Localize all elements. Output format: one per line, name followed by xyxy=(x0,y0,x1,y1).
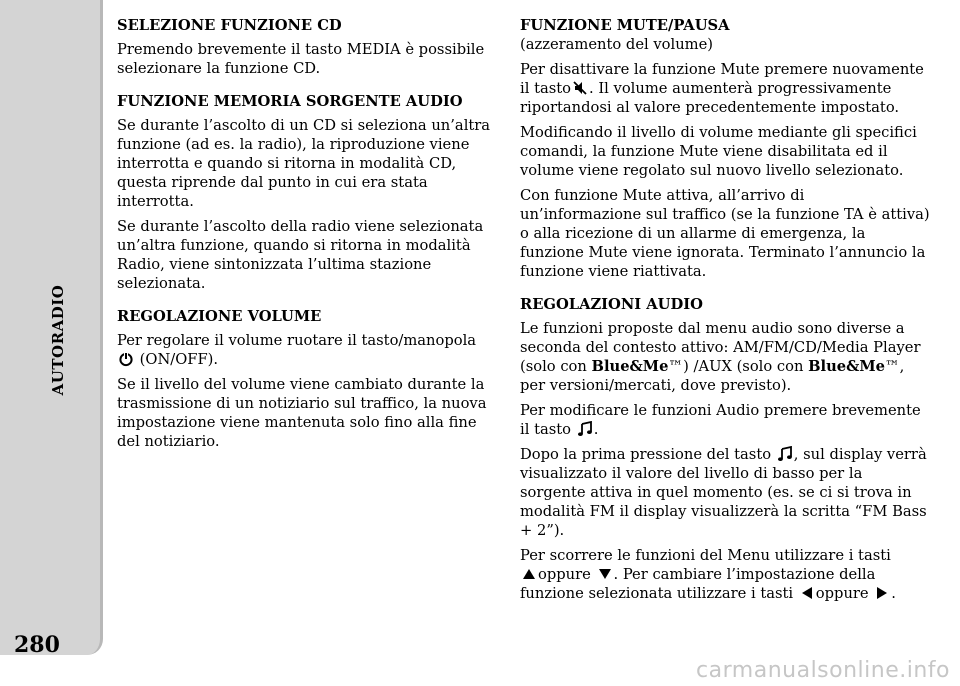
arrow-left-icon xyxy=(799,585,815,601)
paragraph: Premendo brevemente il tasto MEDIA è possibile selezionare la funzione CD. xyxy=(117,41,485,77)
paragraph: Dopo la prima pressione del tasto , sul display verrà visualizzato il valore del livello di basso per la sorgente attiva in quel momento (es. se ci si trova in modalità FM il display visualizzerà la scritta “FM Bass + 2”). xyxy=(520,446,927,539)
paragraph: Se durante l’ascolto di un CD si seleziona un’altra funzione (ad es. la radio), la riproduzione viene interrotta e quando si ritorna in modalità CD, questa riprende dal punto in cui era stata interrotta. xyxy=(117,117,491,210)
page-number: 280 xyxy=(14,632,60,658)
arrow-right-icon xyxy=(874,585,890,601)
paragraph: Le funzioni proposte dal menu audio sono diverse a seconda del contesto attivo: AM/FM/CD/Media Player (solo con Blue&Me™) /AUX (solo con Blue&Me™, per versioni/mercati, dove previsto). xyxy=(520,320,921,394)
paragraph: Per scorrere le funzioni del Menu utilizzare i tasti oppure . Per cambiare l’impostazione della funzione selezionata utilizzare i tasti oppure . xyxy=(520,547,896,602)
music-note-icon xyxy=(777,446,793,462)
sidebar xyxy=(0,0,103,658)
right-column xyxy=(520,16,930,609)
mute-icon xyxy=(572,80,588,96)
paragraph: Per regolare il volume ruotare il tasto/manopola (ON/OFF). xyxy=(117,332,477,368)
power-icon xyxy=(118,351,134,367)
paragraph: Modificando il livello di volume mediante gli specifici comandi, la funzione Mute viene disabilitata ed il volume viene regolato sul nuovo livello selezionato. xyxy=(520,124,917,179)
section-title: AUTORADIO xyxy=(49,284,67,396)
subheading: (azzeramento del volume) xyxy=(520,36,714,53)
heading-regolazione-volume: REGOLAZIONE VOLUME xyxy=(117,308,322,325)
heading-mute-pausa: FUNZIONE MUTE/PAUSA xyxy=(520,17,730,34)
heading-selezione-cd: SELEZIONE FUNZIONE CD xyxy=(117,17,342,34)
music-note-icon xyxy=(577,421,593,437)
arrow-down-icon xyxy=(597,566,613,582)
heading-memoria-sorgente: FUNZIONE MEMORIA SORGENTE AUDIO xyxy=(117,93,463,110)
paragraph: Se il livello del volume viene cambiato durante la trasmissione di un notiziario sul traffico, la nuova impostazione viene mantenuta solo fino alla fine del notiziario. xyxy=(117,376,487,450)
heading-regolazioni-audio: REGOLAZIONI AUDIO xyxy=(520,296,703,313)
left-column xyxy=(117,16,497,457)
paragraph: Se durante l’ascolto della radio viene selezionata un’altra funzione, quando si ritorna in modalità Radio, viene sintonizzata l’ultima stazione selezionata. xyxy=(117,218,484,292)
paragraph: Con funzione Mute attiva, all’arrivo di un’informazione sul traffico (se la funzione TA è attiva) o alla ricezione di un allarme di emergenza, la funzione Mute viene ignorata. Terminato l’annuncio la funzione viene riattivata. xyxy=(520,187,930,280)
watermark: carmanualsonline.info xyxy=(696,658,950,683)
arrow-up-icon xyxy=(521,566,537,582)
paragraph: Per disattivare la funzione Mute premere nuovamente il tasto . Il volume aumenterà progressivamente riportandosi al valore precedentemente impostato. xyxy=(520,61,924,116)
paragraph: Per modificare le funzioni Audio premere brevemente il tasto . xyxy=(520,402,921,438)
